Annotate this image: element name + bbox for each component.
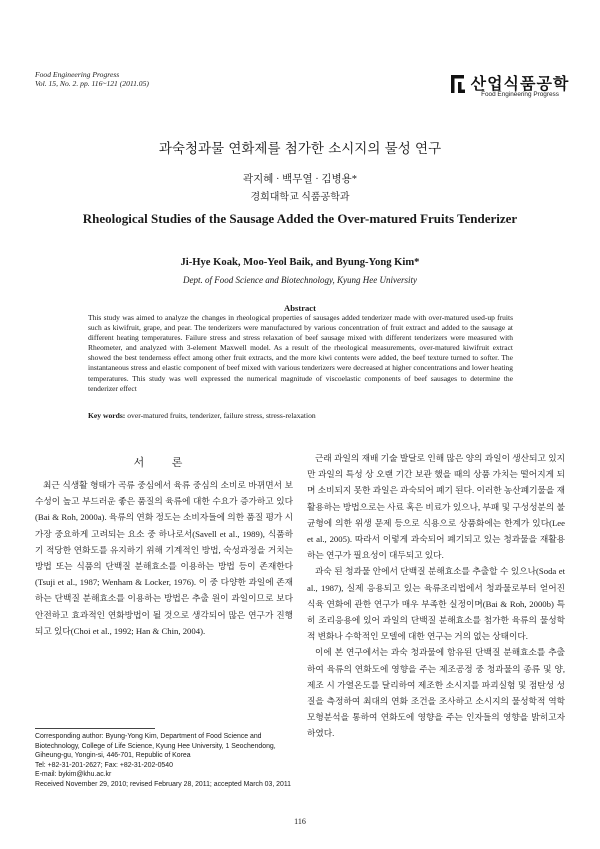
intro-left-paragraph: 최근 식생활 형태가 곡류 중심에서 육류 중심의 소비로 바뀌면서 보수성이 높고 부드러운 좋은 품질의 육류에 대한 수요가 증가하고 있다(Bai & Roh, 2000a). 육류의 연화 정도는 소비자들에 의한 품질 평가 시 가장 중요하게 고려되는 요소 중 하나로서(Savell et al., 1989), 식품하기 적당한 연화도를 유지하기 위해 기계적인 방법, 숙성과정을 거치는 방법 또는 식품의 단백질 분해효소를 이용하는 방법 등이 존재한다(Tsuji et al., 1987; Wenham & Locker, 1976). 이 중 다양한 과일에 존재하는 단백질 분해효소를 이용하는 방법은 추출 원이 과일이므로 보다 안전하고 효과적인 연화방법이 될 것으로 생각되어 많은 연구가 진행되고 있다(Choi et al., 1992; Han & Chin, 2004). [35,480,293,636]
footnote-phone: Tel: +82-31-201-2627; Fax: +82-31-202-0540 [35,761,173,769]
intro-right-paragraph-2: 과숙 된 청과물 안에서 단백질 분해효소를 추출할 수 있으나(Soda et al., 1987), 실제 응용되고 있는 육류조리법에서 청과물로부터 얻어진 식육 연화에 관한 연구가 매우 부족한 실정이며(Bai & Roh, 2000b) 특히 조리응용에 있어 과일의 단백질 분해효소를 첨가한 육류의 물성학적 변화나 수학적인 모델에 대한 연구는 거의 없는 상태이다. [307,566,565,642]
footnote-email: E-mail: bykim@khu.ac.kr [35,771,112,778]
journal-name: Food Engineering Progress [35,70,120,79]
footnote-author: Corresponding author: Byung-Yong Kim, Department of Food Science and Biotechnology, College of Life Science, Kyung Hee University, 1 Seochendong, Giheung-gu, Yongin-si, 446-701, Republic of Korea [35,733,276,759]
footnote-divider [35,728,155,729]
abstract-heading: Abstract [284,303,316,313]
corresponding-author-footnote [35,732,293,789]
logo-name: 산업식품공학 [470,74,570,93]
page-number: 116 [294,817,306,826]
keywords-label: Key words: [88,411,126,420]
journal-citation [35,70,149,88]
title-korean: 과숙청과물 연화제를 첨가한 소시지의 물성 연구 [158,141,442,157]
abstract-body: This study was aimed to analyze the changes in rheological properties of sausages added tenderizer made with over-matured used-up fruits such as kiwifruit, grape, and pear. The tenderizers were manufactured by various concentration of fruit extract and added to the sausage at different heating temperatures. Failure stress and stress relaxation of beef sausage mixed with different tenderizers were measured with Rheometer, and analyzed with 3-element Maxwell model. As a result of the rheological measurements, over-matured kiwifruit extract showed the best tenderness effect among other fruit extracts, and the more kiwi contents were added, the beef texture turned to softer. The instantaneous stress and elastic component of beef mixed with various tenderizers were decreased at higher concentrations and lower heating temperatures. This study was well expressed the numerical magnitude of viscoelastic components of beef sausages to determine the tenderizer effect [88,313,513,393]
keywords [88,411,513,421]
journal-volume: Vol. 15, No. 2. pp. 116~121 (2011.05) [35,79,149,88]
keywords-list: over-matured fruits, tenderizer, failure stress, stress-relaxation [127,411,316,420]
logo-mark-icon [449,72,467,96]
authors-english: Ji-Hye Koak, Moo-Yeol Baik, and Byung-Yong Kim* [180,257,420,268]
footnote-dates: Received November 29, 2010; revised February 28, 2011; accepted March 03, 2011 [35,780,291,788]
department-english: Dept. of Food Science and Biotechnology, Kyung Hee University [183,275,417,285]
intro-right-paragraph-3: 이에 본 연구에서는 과숙 청과물에 함유된 단백질 분해효소를 추출하여 육류의 연화도에 영향을 주는 제조공정 중 청과물의 종류 및 양, 제조 시 가열온도를 달리하여 제조한 소시지를 파괴실험 및 점탄성 성질을 측정하여 최대의 연화 조건을 조사하고 소시지의 물성학적 역학모형분석을 통하여 연화도에 영향을 주는 인자들의 영향을 밝히고자 하였다. [307,647,565,739]
authors-korean: 곽지혜 · 백무열 · 김병용* [242,174,358,185]
intro-heading: 서 론 [133,456,195,469]
affiliation-korean: 경희대학교 식품공학과 [250,192,350,203]
intro-right-paragraph-1: 근래 과일의 재배 기술 발달로 인해 많은 양의 과일이 생산되고 있지만 과일의 특성 상 오랜 기간 보관 했을 때의 상품 가치는 떨어지게 되며 소비되지 못한 과일은 과숙되어 폐기 된다. 이러한 농산폐기물을 재활용하는 방법으로는 사료 혹은 비료가 있으나, 부패 및 구성성분의 불균형에 의한 위생 문제 등으로 식용으로 상품화에는 한계가 있다(Lee et al., 2005). 따라서 이렇게 과숙되어 폐기되고 있는 청과물을 재활용하는 연구가 필요성이 대두되고 있다. [307,453,565,561]
intro-right-column [307,450,565,742]
logo-subtitle: Food Engineering Progress [481,91,559,98]
title-english: Rheological Studies of the Sausage Added the Over-matured Fruits Tenderizer [82,211,518,226]
journal-logo [449,72,573,100]
